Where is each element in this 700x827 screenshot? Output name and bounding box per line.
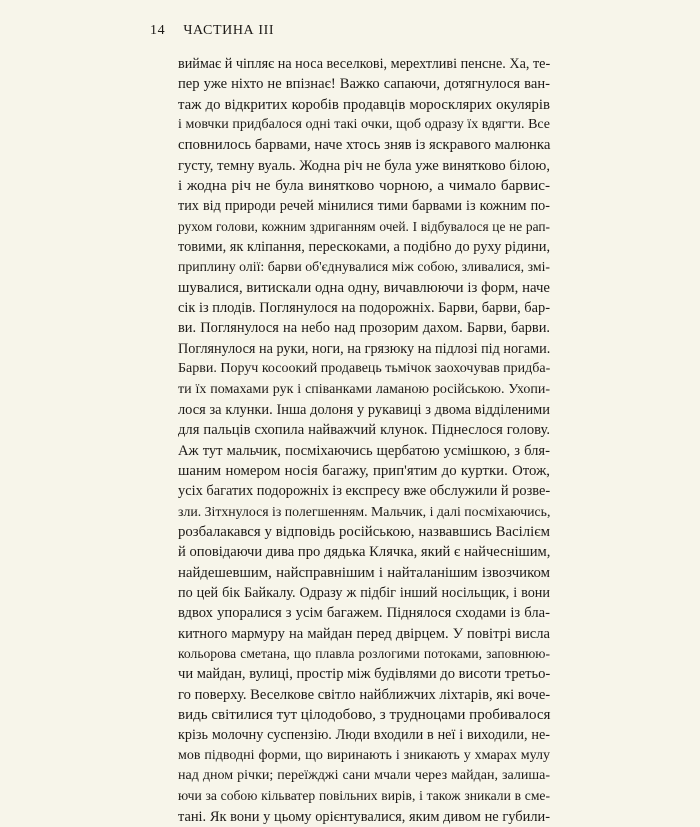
text-line: рухом голови, кожним здриганням очей. І відбувалося це не рап-: [178, 218, 550, 234]
text-line: ти їх помахами рук і співанками ламаною російською. Ухопи-: [178, 381, 550, 397]
text-line: густу, темну вуаль. Жодна річ не була уже винятково білою,: [178, 157, 550, 174]
text-line: товими, як кліпання, перескоками, а подібно до руху рідини,: [178, 239, 551, 256]
text-line: шувалися, витискали одна одну, вичавлюючи із форм, наче: [178, 279, 550, 296]
section-title: ЧАСТИНА ІІІ: [183, 23, 275, 38]
text-line: видь світилися тут цілодобово, з трудноцами пробивалося: [178, 707, 551, 723]
text-line: Поглянулося на руки, ноги, на грязюку на підлозі під ногами.: [178, 340, 551, 357]
text-line: тих від природи речей мінилися тими барвами із кожним по-: [178, 198, 550, 215]
text-line: над дном річки; переїжджі сани мчали через майдан, залиша-: [178, 768, 550, 784]
text-line: й оповідаючи дива про дядька Клячка, який є найчеснішим,: [178, 544, 551, 561]
text-line: китного мармуру на майдан перед двірцем. У повітрі висла: [178, 625, 550, 642]
text-line: і мовчки придбалося одні такі очки, щоб одразу їх вдягти. Все: [178, 117, 550, 133]
text-line: приплину олії: барви об'єднувалися між собою, зливалися, змі-: [178, 259, 550, 275]
text-line: сповнилось барвами, наче хтось зняв із яскравого малюнка: [178, 137, 551, 154]
text-line: Аж тут мальчик, посміхаючись щербатою усмішкою, з бля-: [178, 442, 550, 459]
text-line: шаним номером носія багажу, прип'ятим до куртки. Отож,: [178, 462, 550, 479]
text-line: для пальців схопила найважчий клунок. Піднеслося голову.: [178, 422, 550, 439]
text-line: усіх багатих подорожніх із експресу вже обслужили й розве-: [178, 483, 551, 500]
page-number: 14: [150, 23, 166, 38]
text-line: виймає й чіпляє на носа веселкові, мерехтливі пенсне. Ха, те-: [178, 56, 551, 72]
text-line: тані. Як вони у цьому орієнтувалися, яким дивом не губили-: [178, 808, 550, 825]
text-line: чи майдан, вулиці, простір між будівлями до висоти третьо-: [178, 666, 551, 683]
text-line: ви. Поглянулося на небо над прозорим дахом. Барви, барви.: [178, 320, 550, 337]
text-line: сік із плодів. Поглянулося на подорожніх. Барви, барви, бар-: [178, 300, 550, 317]
text-line: Барви. Поруч косоокий продавець тьмічок заохочував придба-: [178, 361, 551, 377]
text-line: лося за клунки. Інша долоня у рукавиці з двома відділеними: [178, 401, 550, 418]
text-line: і жодна річ не була винятково чорною, а чимало барвис-: [178, 177, 550, 195]
text-line: найдешевшим, найсправнішим і найталанішим ізвозчиком: [178, 564, 550, 581]
text-line: таж до відкритих коробів продавців моросклярих окулярів: [178, 96, 550, 113]
text-line: по цей бік Байкалу. Одразу ж підбіг інший носільщик, і вони: [178, 584, 550, 601]
text-line: пер уже ніхто не впізнає! Важко сапаючи, дотягнулося ван-: [178, 76, 550, 93]
text-line: розбалакався у відповідь російською, назвавшись Васілієм: [178, 523, 550, 540]
text-line: кольорова сметана, що плавла розлогими потоками, заповнюю-: [178, 645, 550, 661]
text-line: вдвох упоралися з усім багажем. Піднялося сходами із бла-: [178, 605, 550, 622]
text-line: ючи за собою кільватер повільних вирів, і також зникали в сме-: [178, 788, 550, 804]
text-line: го поверху. Веселкове світло найближчих ліхтарів, які воче-: [178, 686, 551, 703]
text-line: зли. Зітхнулося із полегшенням. Мальчик, і далі посміхаючись,: [178, 503, 551, 519]
text-line: крізь молочну суспензію. Люди входили в неї і виходили, не-: [178, 727, 550, 744]
running-head: [150, 23, 274, 39]
body-text: [178, 54, 550, 827]
text-line: мов підводні форми, що виринають і зникають у хмарах мулу: [178, 747, 550, 763]
